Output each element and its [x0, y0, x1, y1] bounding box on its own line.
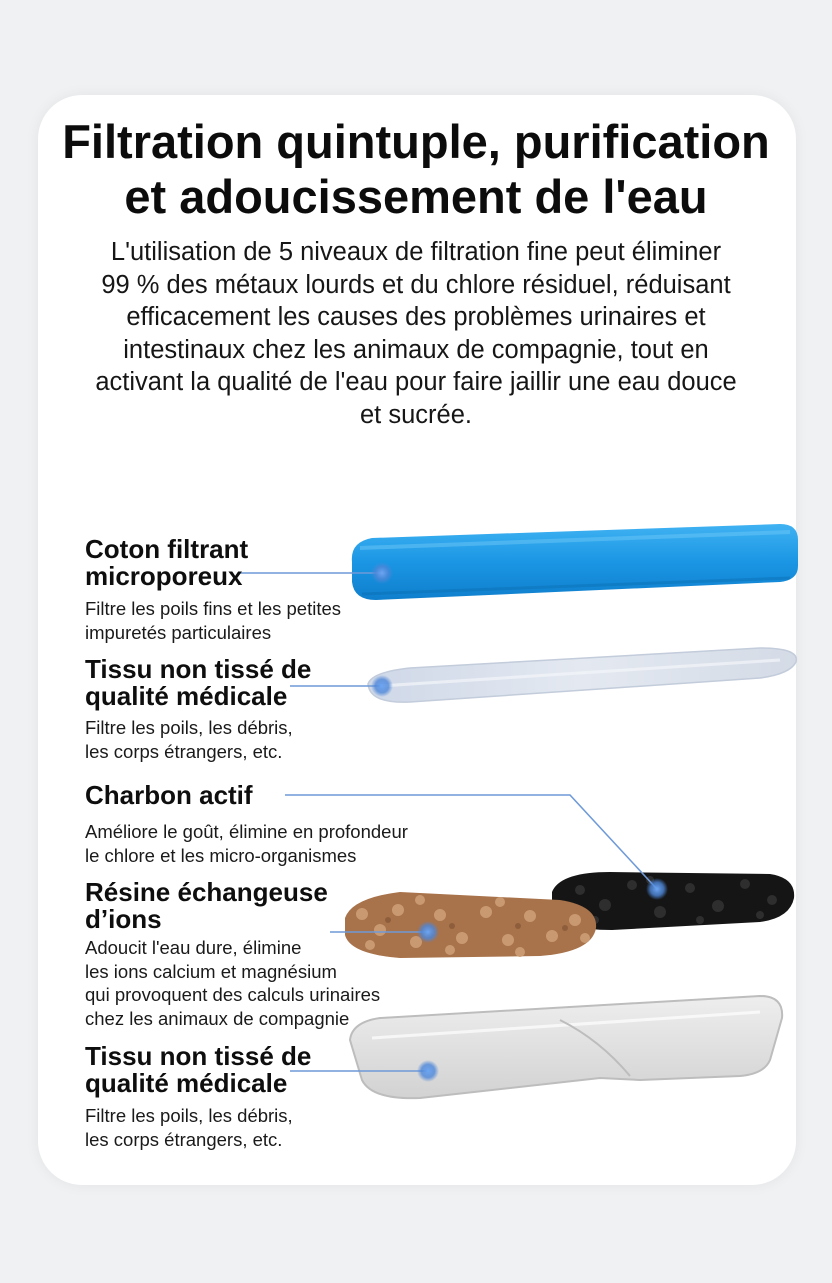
- layer-description-medical-nonwoven-2: [85, 1104, 293, 1151]
- layer-desc-line: chez les animaux de compagnie: [85, 1007, 350, 1029]
- layer-desc-line: les corps étrangers, etc.: [85, 740, 283, 762]
- layer-description-medical-nonwoven: [85, 716, 293, 763]
- layer-title-line: microporeux: [85, 561, 243, 591]
- title-line: et adoucissement de l'eau: [124, 170, 708, 223]
- layer-desc-line: les corps étrangers, etc.: [85, 1128, 283, 1150]
- layer-desc-line: le chlore et les micro-organismes: [85, 844, 357, 866]
- layer-title-medical-nonwoven: [85, 656, 311, 710]
- intro-line: 99 % des métaux lourds et du chlore résiduel, réduisant: [101, 270, 731, 299]
- layer-title-line: qualité médicale: [85, 681, 288, 711]
- white-filter-sheet: [368, 648, 796, 702]
- layer-description-activated-carbon: [85, 820, 408, 867]
- ion-exchange-resin-beads: [345, 892, 596, 958]
- layer-desc-line: Filtre les poils, les débris,: [85, 1105, 293, 1126]
- intro-line: activant la qualité de l'eau pour faire jaillir une eau douce: [95, 368, 737, 396]
- layer-desc-line: Filtre les poils, les débris,: [85, 717, 293, 738]
- intro-line: L'utilisation de 5 niveaux de filtration fine peut éliminer: [110, 238, 722, 266]
- layer-desc-line: Filtre les poils fins et les petites: [85, 598, 342, 619]
- layer-title-medical-nonwoven-2: [85, 1043, 311, 1097]
- layer-title-line: Tissu non tissé de: [85, 1041, 312, 1071]
- layer-description-ion-resin: [85, 936, 380, 1030]
- layer-title-activated-carbon: [85, 782, 253, 809]
- layer-title-line: qualité médicale: [85, 1068, 288, 1098]
- layer-description-micro-cotton: [85, 597, 341, 644]
- layer-title-line: d’ions: [85, 904, 162, 934]
- intro-line: intestinaux chez les animaux de compagnie, tout en: [123, 335, 709, 364]
- layer-desc-line: Améliore le goût, élimine en profondeur: [85, 821, 408, 842]
- title-line: Filtration quintuple, purification: [62, 115, 770, 168]
- layer-desc-line: les ions calcium et magnésium: [85, 960, 337, 982]
- grey-filter-tray: [350, 996, 782, 1098]
- layer-title-line: Coton filtrant: [85, 534, 249, 564]
- layer-title-micro-cotton: [85, 536, 248, 590]
- layer-title-ion-resin: [85, 879, 328, 933]
- layer-title-line: Charbon actif: [85, 780, 253, 810]
- blue-foam-sponge: [352, 524, 798, 600]
- layer-desc-line: Adoucit l'eau dure, élimine: [85, 937, 302, 958]
- layer-title-line: Tissu non tissé de: [85, 654, 312, 684]
- layer-desc-line: qui provoquent des calculs urinaires: [85, 984, 381, 1005]
- layer-title-line: Résine échangeuse: [85, 877, 328, 907]
- intro-line: et sucrée.: [360, 400, 472, 429]
- layer-desc-line: impuretés particulaires: [85, 621, 272, 643]
- intro-line: efficacement les causes des problèmes urinaires et: [126, 303, 706, 331]
